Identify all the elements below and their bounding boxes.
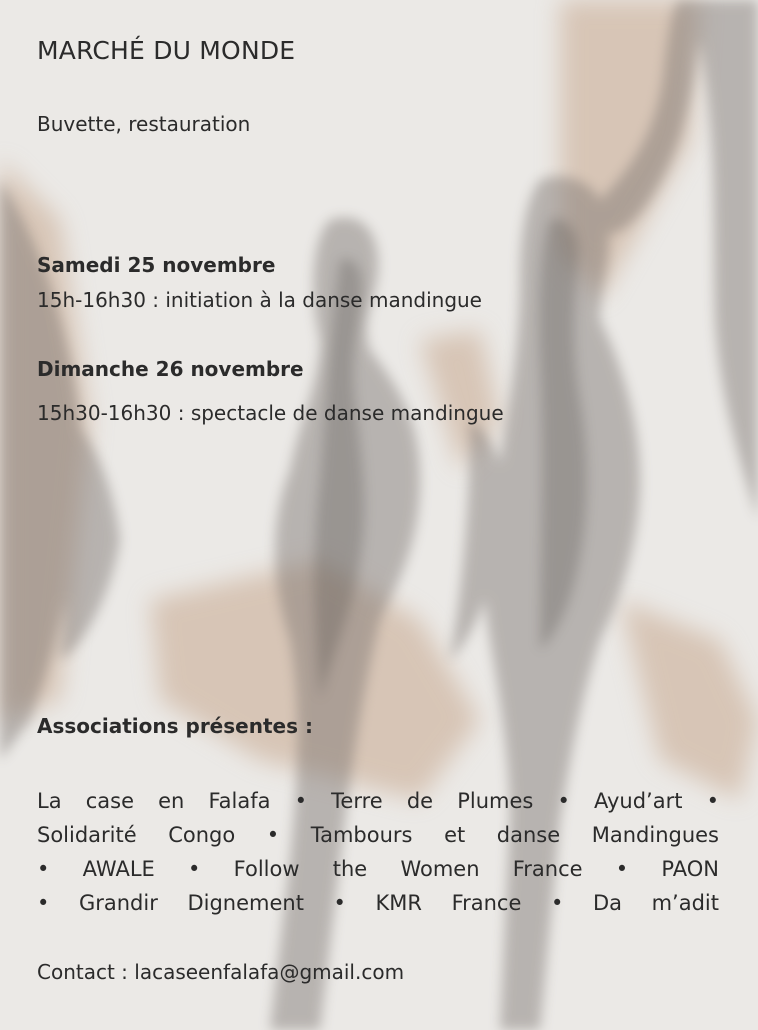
schedule-day-sunday: Dimanche 26 novembre (37, 357, 304, 381)
associations-heading: Associations présentes : (37, 714, 313, 738)
associations-line: • Grandir Dignement • KMR France • Da m’adit (37, 891, 719, 915)
subtitle: Buvette, restauration (37, 112, 251, 136)
page-title: MARCHÉ DU MONDE (37, 36, 296, 65)
associations-list (37, 784, 719, 920)
associations-line: La case en Falafa • Terre de Plumes • Ayud’art • (37, 789, 719, 813)
schedule-event-saturday: 15h-16h30 : initiation à la danse mandingue (37, 288, 482, 312)
associations-line: Solidarité Congo • Tambours et danse Mandingues (37, 823, 719, 847)
schedule-event-sunday: 15h30-16h30 : spectacle de danse mandingue (37, 401, 504, 425)
associations-line: • AWALE • Follow the Women France • PAON (37, 857, 719, 881)
contact-info: Contact : lacaseenfalafa@gmail.com (37, 960, 405, 984)
schedule-day-saturday: Samedi 25 novembre (37, 253, 276, 277)
